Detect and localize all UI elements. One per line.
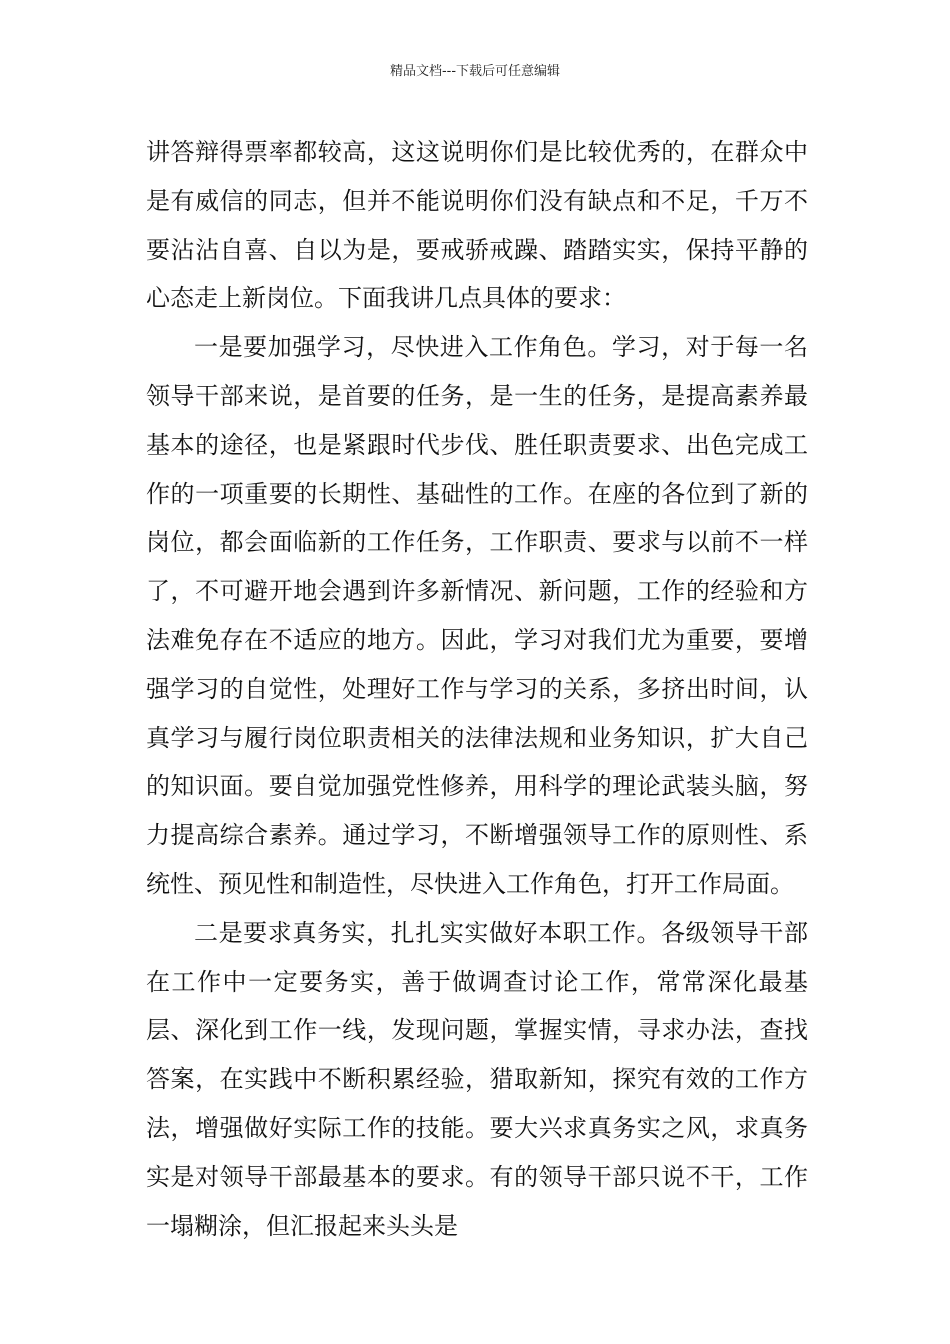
page-header: 精品文档---下载后可任意编辑 (389, 64, 561, 79)
paragraph-2: 一是要加强学习，尽快进入工作角色。学习，对于每一名领导干部来说，是首要的任务，是一生的任务，是提高素养最基本的途径，也是紧跟时代步伐、胜任职责要求、出色完成工作的一项重要的长期性、基础性的工作。在座的各位到了新的岗位，都会面临新的工作任务，工作职责、要求与以前不一样了，不可避开地会遇到许多新情况、新问题，工作的经验和方法难免存在不适应的地方。因此，学习对我们尤为重要，要增强学习的自觉性，处理好工作与学习的关系，多挤出时间，认真学习与履行岗位职责相关的法律法规和业务知识，扩大自己的知识面。要自觉加强党性修养，用科学的理论武装头脑，努力提高综合素养。通过学习，不断增强领导工作的原则性、系统性、预见性和制造性，尽快进入工作角色，打开工作局面。 (146, 333, 808, 898)
paragraph-3: 二是要求真务实，扎扎实实做好本职工作。各级领导干部在工作中一定要务实，善于做调查讨论工作，常常深化最基层、深化到工作一线，发现问题，掌握实情，寻求办法，查找答案，在实践中不断积累经验，猎取新知，探究有效的工作方法，增强做好实际工作的技能。要大兴求真务实之风，求真务实是对领导干部最基本的要求。有的领导干部只说不干，工作一塌糊涂，但汇报起来头头是 (146, 918, 808, 1240)
document-body (146, 128, 808, 1250)
paragraph-1: 讲答辩得票率都较高，这这说明你们是比较优秀的，在群众中是有威信的同志，但并不能说明你们没有缺点和不足，千万不要沾沾自喜、自以为是，要戒骄戒躁、踏踏实实，保持平静的心态走上新岗位。下面我讲几点具体的要求： (146, 138, 808, 313)
